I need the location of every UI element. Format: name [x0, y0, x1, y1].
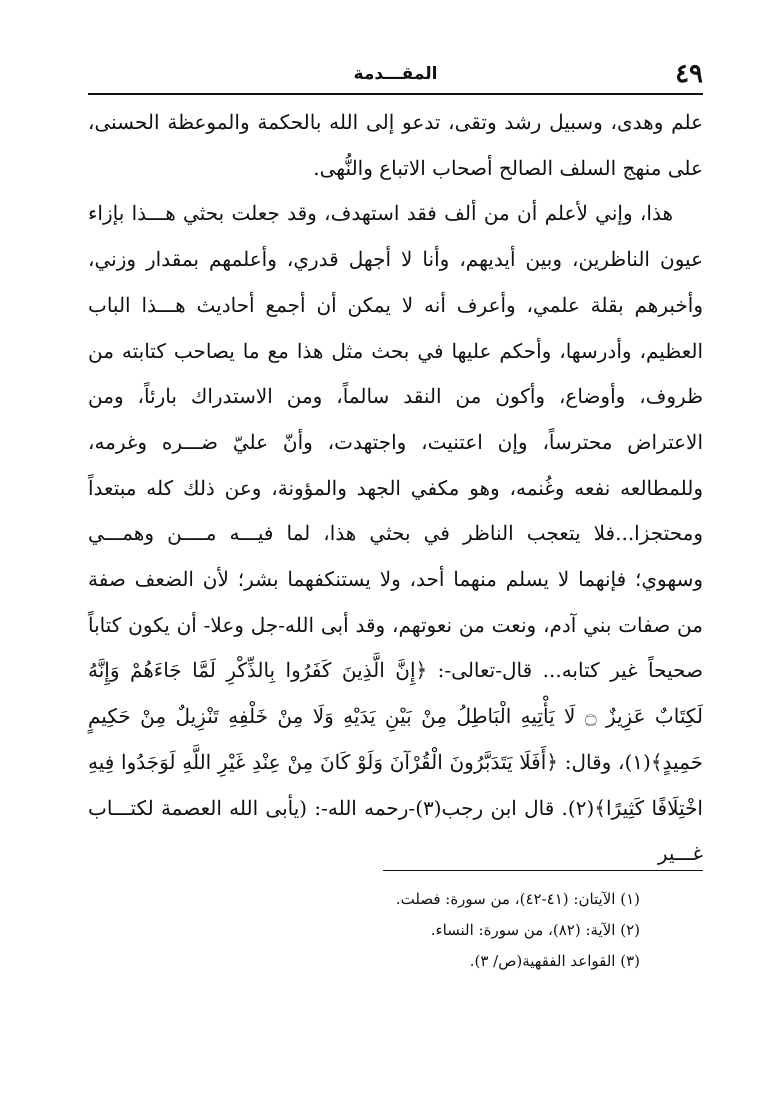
footnote: (١) الآيتان: (٤١-٤٢)، من سورة: فصلت. — [395, 890, 640, 908]
footnotes — [250, 884, 640, 977]
paragraph: هذا، وإني لأعلم أن من ألف فقد استهدف، وقد جعلت بحثي هـــذا بإزاء عيون الناظرين، وبين أيديهم، وأنا لا أجهل قدري، وأعلمهم بمقدار وزني، وأخبرهم بقلة علمي، وأعرف أنه لا يمكن أن أجمع أحاديث هـــذا الباب العظيم، وأدرسها، وأحكم عليها في بحث مثل هذا مع ما يصاحب كتابته من ظروف، وأوضاع، وأكون من النقد سالماً، ومن الاستدراك بارئاً، ومن الاعتراض محترساً، وإن اعتنيت، واجتهدت، وأنّ عليّ ضـــره وغرمه، وللمطالعه نفعه وغُنمه، وهو مكفي الجهد والمؤونة، وعن ذلك كله مبتعداً ومحتجزا...فلا يتعجب الناظر في بحثي هذا، لما فيـــه مــــن وهمـــي وسهوي؛ فإنهما لا يسلم منهما أحد، ولا يستنكفهما بشر؛ لأن الضعف صفة من صفات بني آدم، ونعت من نعوتهم، وقد أبى الله-جل وعلا- أن يكون كتاباً صحيحاً غير كتابه... قال-تعالى-: ﴿إِنَّ الَّذِينَ كَفَرُوا بِالذِّكْرِ لَمَّا جَاءَهُمْ وَإِنَّهُ لَكِتَابٌ عَزِيزٌ ۝ لَا يَأْتِيهِ الْبَاطِلُ مِنْ بَيْنِ يَدَيْهِ وَلَا مِنْ خَلْفِهِ تَنْزِيلٌ مِنْ حَكِيمٍ حَمِيدٍ﴾(١)، وقال: ﴿أَفَلَا يَتَدَبَّرُونَ الْقُرْآنَ وَلَوْ كَانَ مِنْ عِنْدِ غَيْرِ اللَّهِ لَوَجَدُوا فِيهِ اخْتِلَافًا كَثِيرًا﴾(٢). قال ابن رجب(٣)-رحمه الله-: (يأبى الله العصمة لكتـــاب غـــير — [88, 201, 703, 866]
footnote: (٢) الآية: (٨٢)، من سورة: النساء. — [430, 921, 640, 939]
body-text — [88, 100, 703, 877]
footnote: (٣) القواعد الفقهية(ص/ ٣). — [469, 952, 640, 970]
header-rule — [88, 93, 703, 95]
page-number: ٤٩ — [675, 59, 703, 89]
footnote-rule — [383, 870, 703, 871]
paragraph: علم وهدى، وسبيل رشد وتقى، تدعو إلى الله بالحكمة والموعظة الحسنى، على منهج السلف الصالح أصحاب الاتباع والنُّهى. — [88, 110, 703, 180]
running-title: المقـــدمة — [353, 64, 438, 84]
page-header — [88, 58, 703, 90]
